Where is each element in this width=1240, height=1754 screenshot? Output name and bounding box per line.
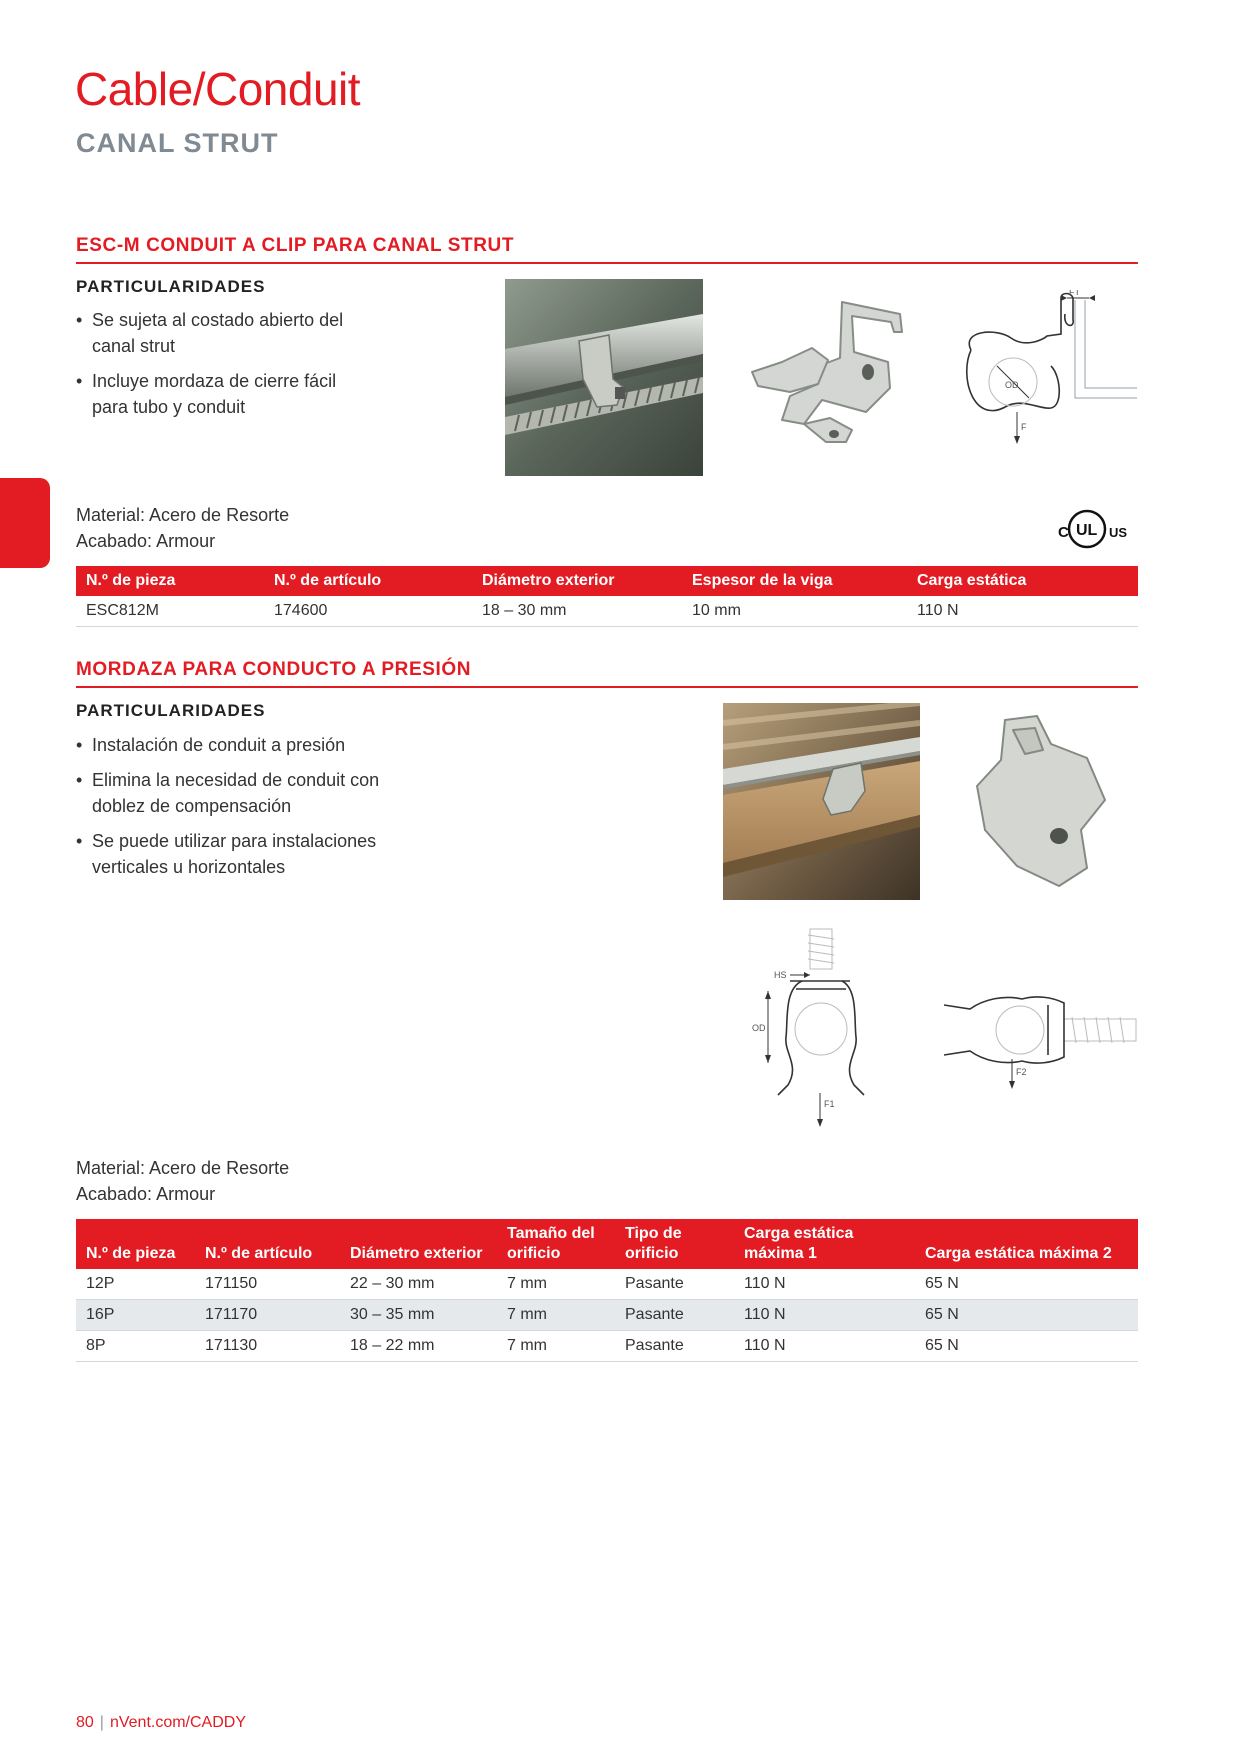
features-heading: PARTICULARIDADES [76, 701, 266, 720]
features-list [76, 307, 376, 429]
section-heading-mordaza: MORDAZA PARA CONDUCTO A PRESIÓN [76, 659, 1138, 688]
section-tab-marker [0, 478, 50, 568]
diagram-label-ft: FT [1069, 290, 1080, 297]
svg-text:UL: UL [1076, 522, 1098, 539]
diagram-label-f1: F1 [824, 1099, 835, 1109]
footer-link[interactable]: nVent.com/CADDY [109, 1714, 247, 1731]
feature-item: • Se sujeta al costado abierto del canal strut [76, 307, 376, 359]
ul-certification-logo [1052, 508, 1134, 550]
material-info [76, 502, 289, 554]
svg-text:US: US [1109, 525, 1128, 540]
table-row: ESC812M 174600 18 – 30 mm 10 mm 110 N [76, 596, 1138, 627]
col-header: N.º de artículo [264, 566, 472, 596]
page-footer: 80 | nVent.com/CADDY [76, 1714, 247, 1731]
col-header: Carga estática [907, 566, 1138, 596]
product-photo-strut-clip [505, 279, 703, 476]
col-header: N.º de pieza [76, 1219, 195, 1269]
col-header: N.º de pieza [76, 566, 264, 596]
col-header: Tipo de orificio [615, 1219, 734, 1269]
finish-text: Acabado: Armour [76, 531, 216, 551]
col-header: Espesor de la viga [682, 566, 907, 596]
table-row: 12P 171150 22 – 30 mm 7 mm Pasante 110 N 65 N [76, 1269, 1138, 1300]
feature-item: • Se puede utilizar para instalaciones verticales u horizontales [76, 828, 416, 880]
technical-drawing-mordaza-horizontal [940, 985, 1140, 1095]
material-text: Material: Acero de Resorte [76, 1158, 290, 1178]
col-header: Carga estática máxima 1 [734, 1219, 915, 1269]
svg-text:C: C [1058, 524, 1069, 541]
product-image-esc-m-clip [748, 292, 918, 460]
table-row: 16P 171170 30 – 35 mm 7 mm Pasante 110 N 65 N [76, 1300, 1138, 1331]
product-image-mordaza [955, 710, 1125, 890]
material-text: Material: Acero de Resorte [76, 505, 290, 525]
diagram-label-od: OD [752, 1023, 766, 1033]
page-subtitle: CANAL STRUT [76, 128, 279, 158]
col-header: Tamaño del orificio [497, 1219, 615, 1269]
table-row: 8P 171130 18 – 22 mm 7 mm Pasante 110 N 65 N [76, 1331, 1138, 1362]
material-info [76, 1155, 289, 1207]
page-number: 80 [76, 1714, 94, 1731]
technical-drawing-esc-m [947, 290, 1143, 445]
col-header: N.º de artículo [195, 1219, 340, 1269]
col-header: Diámetro exterior [340, 1219, 497, 1269]
diagram-label-hs: HS [774, 970, 787, 980]
technical-drawing-mordaza-vertical [740, 925, 880, 1130]
page-title: Cable/Conduit [75, 63, 361, 115]
diagram-label-f: F [1021, 422, 1027, 432]
finish-text: Acabado: Armour [76, 1184, 216, 1204]
product-photo-conduit-beam [723, 703, 920, 900]
col-header: Diámetro exterior [472, 566, 682, 596]
col-header: Carga estática máxima 2 [915, 1219, 1138, 1269]
feature-item: • Elimina la necesidad de conduit con doblez de compensación [76, 767, 416, 819]
spec-table-mordaza [76, 1219, 1138, 1362]
spec-table-esc-m [76, 566, 1138, 627]
feature-item: • Incluye mordaza de cierre fácil para tubo y conduit [76, 368, 376, 420]
features-list [76, 732, 416, 889]
section-heading-esc-m: ESC-M CONDUIT A CLIP PARA CANAL STRUT [76, 235, 1138, 264]
features-heading: PARTICULARIDADES [76, 277, 266, 296]
diagram-label-f2: F2 [1016, 1067, 1027, 1077]
diagram-label-od: OD [1005, 380, 1019, 390]
feature-item: • Instalación de conduit a presión [76, 732, 416, 758]
